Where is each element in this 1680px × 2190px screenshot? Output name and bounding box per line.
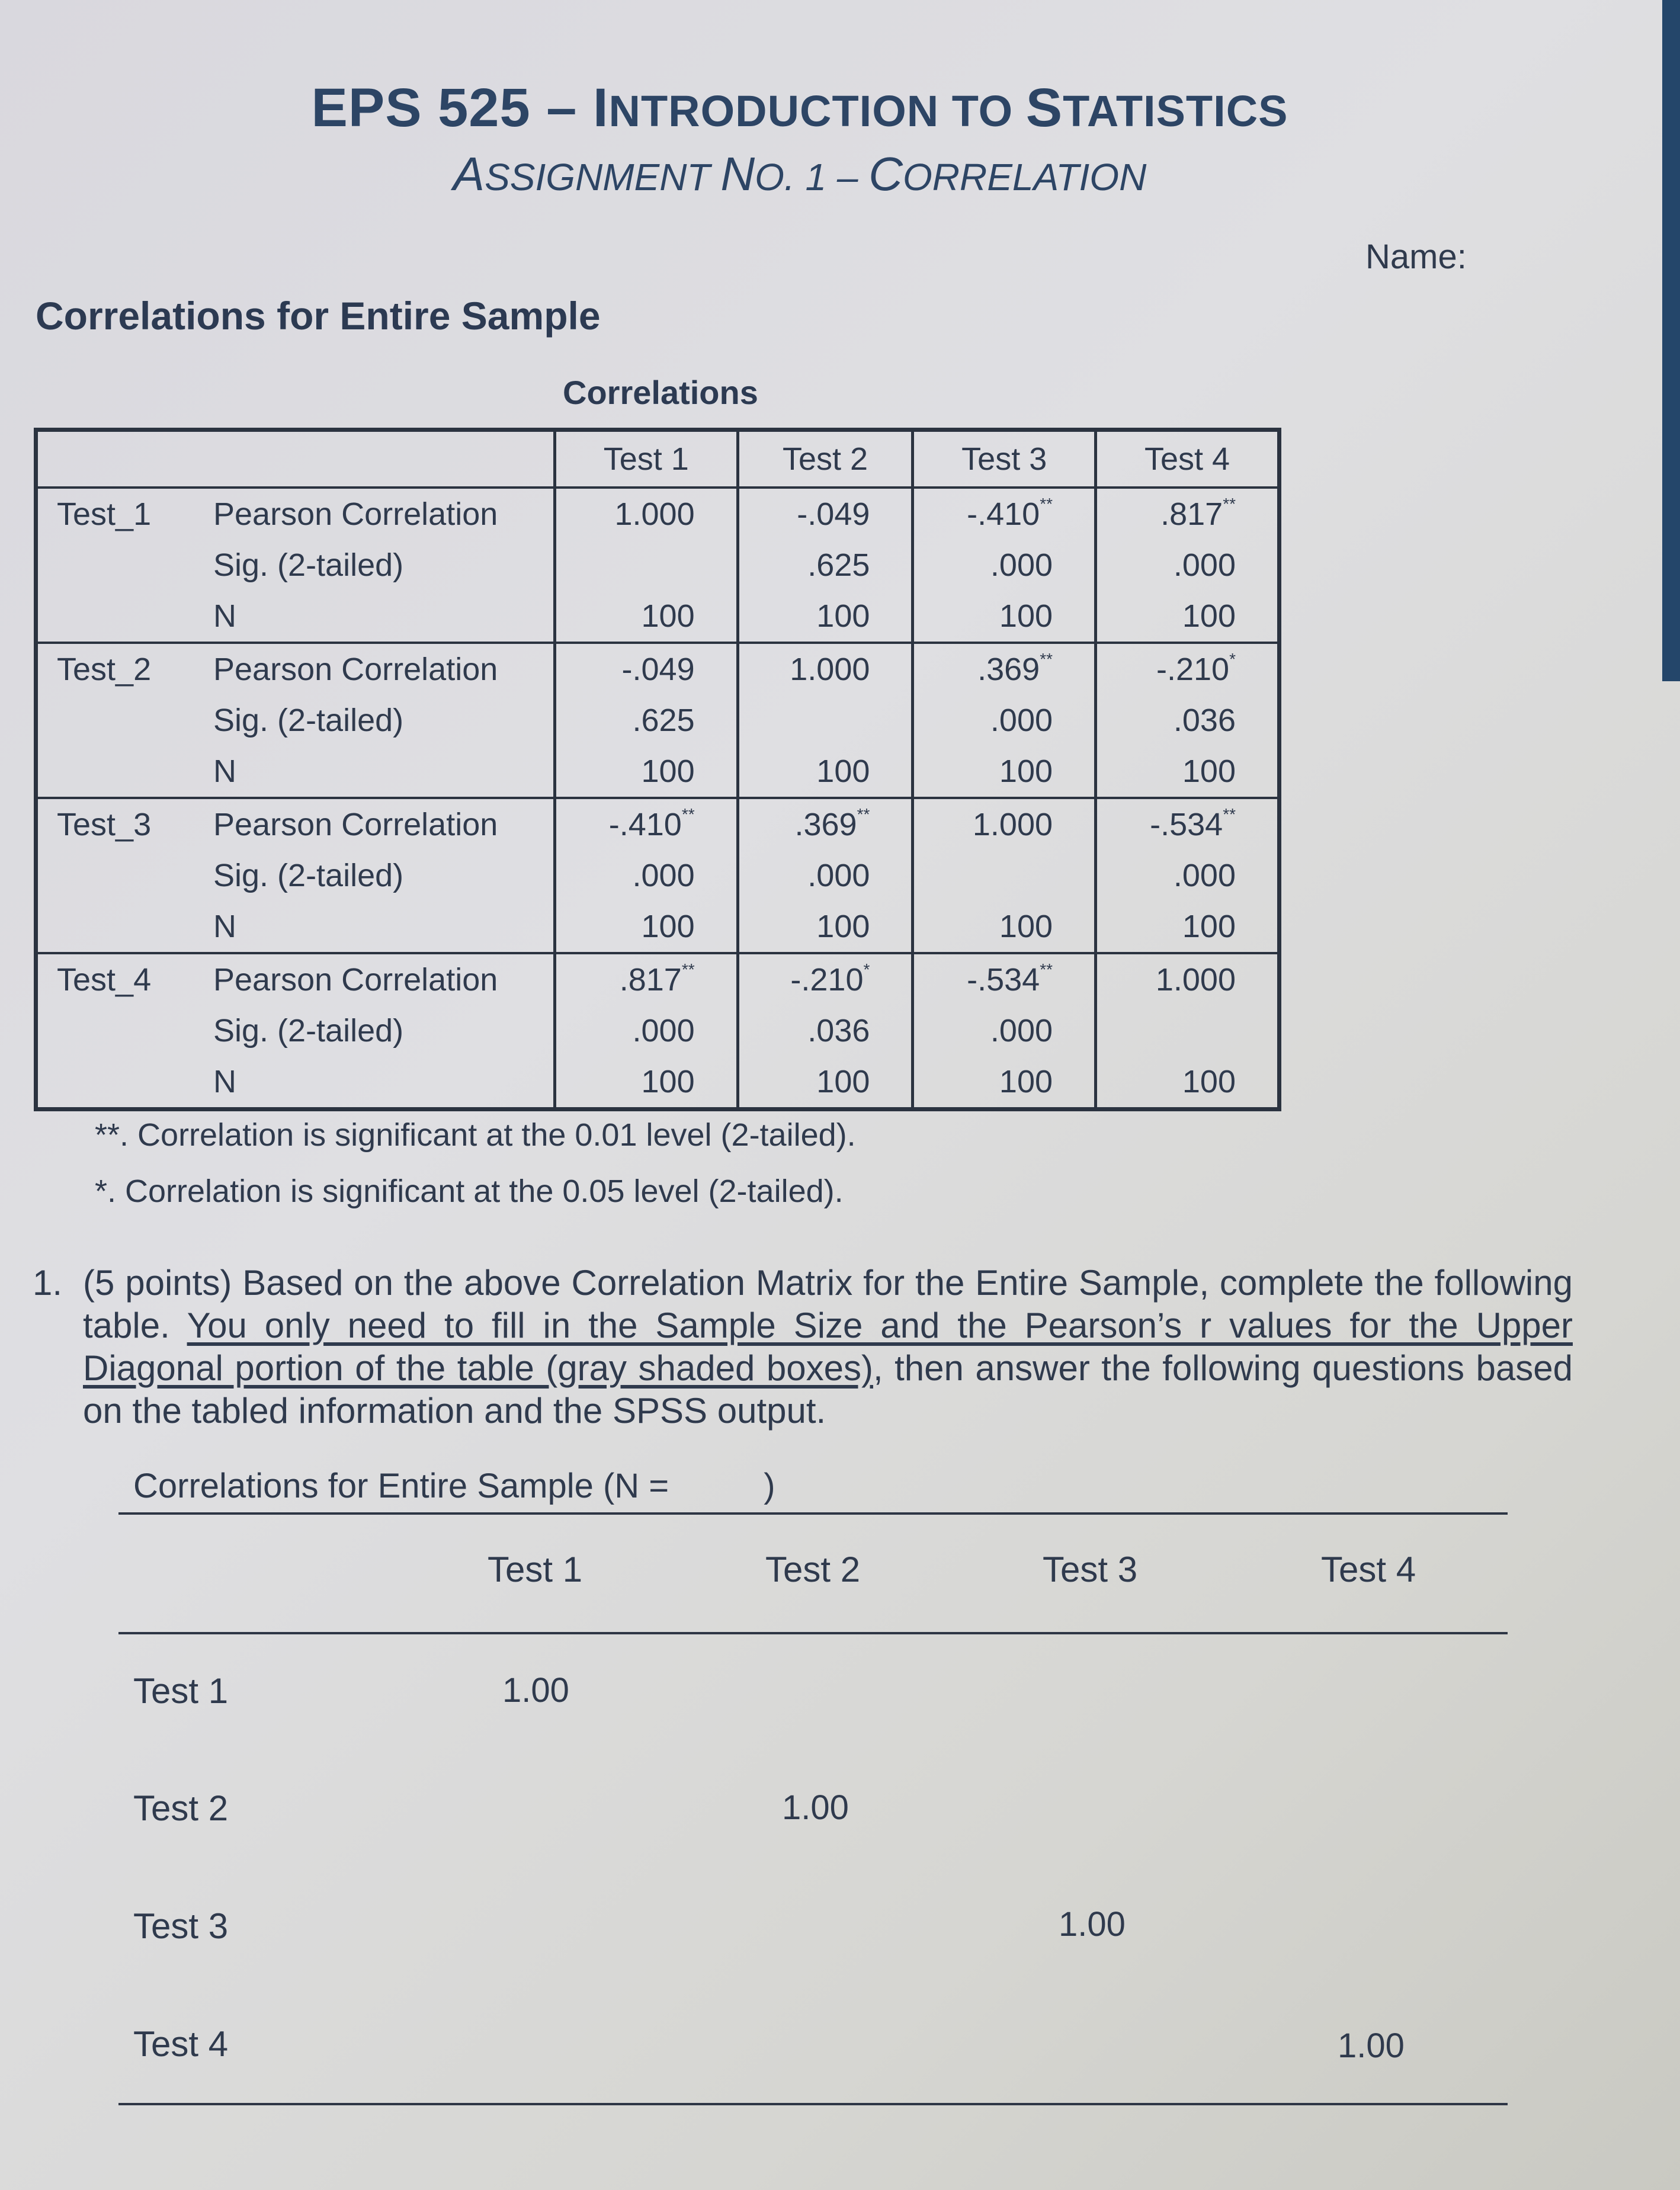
cell-value: .369 (794, 807, 857, 842)
table-cell (1096, 1005, 1280, 1056)
table-row (36, 850, 1280, 901)
table-cell: .000 (913, 695, 1096, 746)
table-cell: .000 (738, 850, 913, 901)
fill-column-header: Test 3 (1043, 1550, 1138, 1589)
fill-row-header: Test 2 (133, 1788, 229, 1828)
table-cell: .036 (738, 1005, 913, 1056)
statistic-label: N (195, 1056, 555, 1110)
background-binder-strip (1662, 0, 1680, 681)
footnote-005-level: *. Correlation is significant at the 0.05 level (2-tailed). (95, 1173, 844, 1209)
table-cell (913, 488, 1096, 540)
table-cell: .000 (913, 540, 1096, 591)
question-text: (5 points) Based on the above Correlation Matrix for the Entire Sample, complete the following table. You only need to fill in the Sample Size and the Pearson’s r values for the Upper Diagonal portion of the table (gray shaded boxes), then answer the following questions based on the tabled information and the SPSS output. (83, 1263, 1573, 1431)
statistic-label: Sig. (2-tailed) (213, 858, 404, 893)
table-cell: 100 (1096, 746, 1280, 798)
fill-table-top-rule (118, 1512, 1508, 1515)
statistic-label: Pearson Correlation (213, 962, 498, 998)
column-header: Test 2 (738, 430, 913, 488)
statistic-label: Sig. (2-tailed) (213, 1013, 404, 1048)
cell-value: 1.000 (614, 496, 695, 532)
table-cell (913, 953, 1096, 1005)
significance-marker: ** (1040, 960, 1053, 979)
table-cell: 100 (555, 1056, 738, 1110)
statistic-label: Sig. (2-tailed) (213, 547, 404, 583)
cell-value: -.534 (967, 962, 1040, 998)
table-cell: .000 (555, 850, 738, 901)
table-cell (1096, 643, 1280, 695)
variable-label: Test_1 (57, 496, 152, 532)
variable-label (36, 901, 196, 953)
course-title: EPS 525 – INTRODUCTION TO STATISTICS (311, 78, 1288, 138)
question-1 (33, 1262, 1573, 1432)
cell-value: -.410 (967, 496, 1040, 532)
cell-value: -.049 (797, 496, 870, 532)
table-cell: 100 (738, 901, 913, 953)
cell-value: -.534 (1150, 807, 1223, 842)
significance-marker: ** (1223, 805, 1236, 823)
question-underlined-instruction: You only need to fill in the Sample Size and the Pearson’s r values for the Upper Diagonal portion of the table (gray shaded boxes) (83, 1306, 1573, 1388)
table-cell: 100 (738, 746, 913, 798)
column-header: Test 1 (555, 430, 738, 488)
cell-value: 1.000 (972, 807, 1053, 842)
table-cell: 100 (555, 591, 738, 643)
significance-marker: * (1229, 650, 1236, 668)
cell-value: 1.000 (1155, 962, 1236, 998)
fill-table-title: Correlations for Entire Sample (N = ) (133, 1467, 775, 1505)
table-cell (738, 695, 913, 746)
table-cell: 100 (555, 901, 738, 953)
fill-row-header: Test 1 (133, 1671, 229, 1711)
table-cell (738, 488, 913, 540)
column-header: Test 4 (1096, 430, 1280, 488)
correlation-table (34, 428, 1281, 1111)
cell-value: 1.000 (790, 652, 870, 687)
header-blank-cell (36, 430, 555, 488)
cell-value: .817 (619, 962, 682, 998)
column-header: Test 3 (913, 430, 1096, 488)
cell-value: .369 (977, 652, 1040, 687)
table-cell (738, 643, 913, 695)
assignment-title: ASSIGNMENT NO. 1 – CORRELATION (453, 148, 1147, 200)
table-cell (738, 953, 913, 1005)
statistic-label: N (195, 746, 555, 798)
question-number: 1. (33, 1263, 63, 1303)
fill-column-header: Test 4 (1321, 1550, 1416, 1589)
statistic-label: N (195, 901, 555, 953)
fill-column-header: Test 1 (488, 1550, 583, 1589)
table-cell (913, 643, 1096, 695)
table-cell (913, 798, 1096, 850)
table-cell: 100 (913, 746, 1096, 798)
significance-marker: ** (681, 960, 695, 979)
table-row (36, 695, 1280, 746)
significance-marker: ** (857, 805, 870, 823)
table-cell (1096, 953, 1280, 1005)
statistic-label: Pearson Correlation (213, 652, 498, 687)
table-cell (1096, 798, 1280, 850)
variable-label (36, 850, 196, 901)
variable-label (36, 746, 196, 798)
variable-label (36, 591, 196, 643)
table-cell (738, 798, 913, 850)
table-cell (1096, 488, 1280, 540)
variable-label: Test_2 (57, 652, 152, 687)
variable-label (36, 540, 196, 591)
table-cell: .036 (1096, 695, 1280, 746)
fill-diagonal-value: 1.00 (782, 1788, 849, 1827)
fill-diagonal-value: 1.00 (1338, 2027, 1405, 2065)
table-cell: 100 (913, 901, 1096, 953)
table-cell (555, 643, 738, 695)
fill-column-header: Test 2 (765, 1550, 861, 1589)
table-row (36, 591, 1280, 643)
cell-value: -.049 (621, 652, 695, 687)
table-row (36, 488, 1280, 540)
significance-marker: ** (1040, 495, 1053, 513)
fill-row-header: Test 3 (133, 1906, 229, 1946)
fill-table-bottom-rule (118, 2103, 1508, 2105)
fill-diagonal-value: 1.00 (502, 1671, 569, 1710)
statistic-label: N (195, 591, 555, 643)
significance-marker: * (863, 960, 870, 979)
statistic-label: Sig. (2-tailed) (213, 703, 404, 738)
table-row (36, 798, 1280, 850)
table-cell (555, 953, 738, 1005)
table-cell: .000 (555, 1005, 738, 1056)
correlation-table-header (36, 430, 1280, 488)
table-cell: .000 (1096, 540, 1280, 591)
variable-label: Test_4 (57, 962, 152, 998)
table-cell (555, 488, 738, 540)
footnote-001-level: **. Correlation is significant at the 0.01 level (2-tailed). (95, 1117, 856, 1153)
variable-label (36, 1056, 196, 1110)
table-caption: Correlations (563, 374, 758, 411)
correlation-table-body (36, 488, 1280, 1110)
statistic-label: Pearson Correlation (213, 496, 498, 532)
fill-row-header: Test 4 (133, 2024, 229, 2064)
name-label: Name: (1365, 238, 1467, 276)
table-cell (913, 850, 1096, 901)
table-cell: 100 (1096, 1056, 1280, 1110)
fill-diagonal-value: 1.00 (1059, 1905, 1126, 1944)
table-row (36, 1005, 1280, 1056)
significance-marker: ** (1040, 650, 1053, 668)
table-cell: 100 (1096, 591, 1280, 643)
table-row (36, 901, 1280, 953)
table-cell: 100 (555, 746, 738, 798)
cell-value: -.410 (608, 807, 682, 842)
cell-value: -.210 (1156, 652, 1230, 687)
table-cell (555, 540, 738, 591)
table-cell: 100 (738, 1056, 913, 1110)
table-cell: 100 (913, 1056, 1096, 1110)
table-cell: .000 (1096, 850, 1280, 901)
cell-value: .817 (1160, 496, 1223, 532)
table-cell: 100 (913, 591, 1096, 643)
table-row (36, 540, 1280, 591)
table-row (36, 746, 1280, 798)
significance-marker: ** (681, 805, 695, 823)
variable-label: Test_3 (57, 807, 152, 842)
table-cell: .625 (738, 540, 913, 591)
table-cell (555, 798, 738, 850)
table-row (36, 953, 1280, 1005)
section-title: Correlations for Entire Sample (36, 294, 601, 338)
table-cell: .625 (555, 695, 738, 746)
table-cell: 100 (1096, 901, 1280, 953)
table-cell: 100 (738, 591, 913, 643)
cell-value: -.210 (790, 962, 864, 998)
fill-table-header-rule (118, 1632, 1508, 1634)
statistic-label: Pearson Correlation (213, 807, 498, 842)
table-row (36, 643, 1280, 695)
variable-label (36, 1005, 196, 1056)
significance-marker: ** (1223, 495, 1236, 513)
table-row (36, 1056, 1280, 1110)
variable-label (36, 695, 196, 746)
table-cell: .000 (913, 1005, 1096, 1056)
